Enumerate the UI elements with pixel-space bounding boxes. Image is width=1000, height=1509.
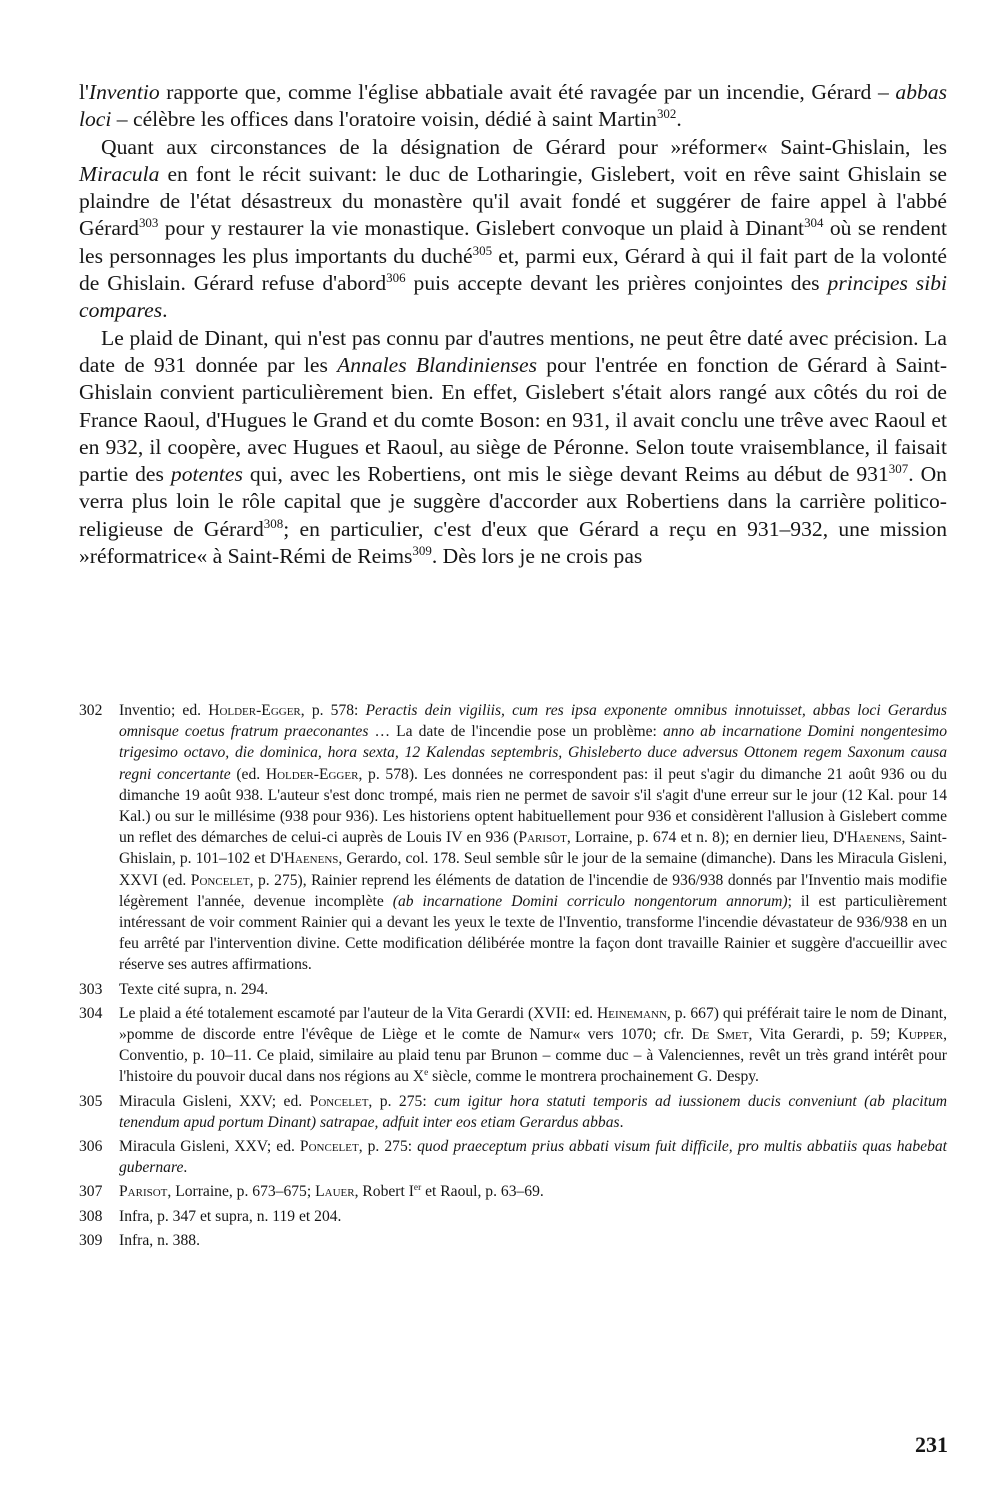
author-name: Holder-Egger	[265, 765, 359, 783]
author-name: Poncelet	[299, 1138, 359, 1156]
footnote-308	[79, 1206, 947, 1227]
page-number: 231	[915, 1432, 948, 1457]
footnote-text: Infra, p. 347 et supra, n. 119 et 204.	[119, 1207, 342, 1225]
italic-term: principes sibi compares	[79, 271, 947, 323]
latin-quote: cum igitur hora statuti temporis ad iussionem ducis conveniunt (ab placitum tenendum apud portum Dinant) satrapae, adfuit inter eos etiam Gerardus abbas	[119, 1092, 947, 1131]
footnote-text: Miracula Gisleni, XXV; ed. Poncelet, p. 275: quod praeceptum prius abbati visum fuit difficile, pro multis abbatiis quas habebat gubernare.	[119, 1138, 947, 1177]
author-name: Poncelet	[309, 1092, 369, 1110]
main-text	[79, 79, 947, 570]
footnote-306	[79, 1136, 947, 1178]
footnote-305	[79, 1091, 947, 1133]
footnote-text: Texte cité supra, n. 294.	[119, 980, 269, 998]
author-name: Poncelet	[190, 871, 250, 889]
footnote-text: Inventio; ed. Holder-Egger, p. 578: Peractis dein vigiliis, cum res ipsa exponente omnibus innotuisset, abbas loci Gerardus omnisque coetus fratrum praeconantes … La date de l'incendie pose un problème: anno ab incarnatione Domini nongentesimo trigesimo octavo, die dominica, hora sexta, 12 Kalendas septembris, Ghisleberto duce adversus Ottonem regem Saxonum causa regni concertante (ed. Holder-Egger, p. 578). Les données ne correspondent pas: il peut s'agir du dimanche 21 août 936 ou du dimanche 19 août 938. L'auteur s'est donc trompé, mais rien ne permet de savoir s'il s'agit d'une erreur sur le jour (12 Kal. pour 14 Kal.) ou sur le millésime (938 pour 936). Les historiens optent habituellement pour 936 et considèrent l'allusion à Gislebert comme un reflet des démarches de celui-ci auprès de Louis IV en 936 (Parisot, Lorraine, p. 674 et n. 8); en dernier lieu, D'Haenens, Saint-Ghislain, p. 101–102 et D'Haenens, Gerardo, col. 178. Seul semble sûr le jour de la semaine (dimanche). Dans les Miracula Gisleni, XXVI (ed. Poncelet, p. 275), Rainier reprend les éléments de datation de l'incendie de 936/938 donnés par l'Inventio mais modifie légèrement l'année, devenue incomplète (ab incarnatione Domini corriculo nongentorum annorum); il est particulièrement intéressant de voir comment Rainier qui a devant les yeux le texte de l'Inventio, transforme l'incendie dévastateur de 936/938 en un feu arrêté par l'intervention divine. Cette modification délibérée montre la façon dont travaille Rainier et suggère d'accueillir avec réserve ses autres affirmations.	[119, 702, 947, 974]
footnotes	[79, 700, 947, 1254]
superscript: e	[424, 1068, 429, 1079]
italic-term: potentes	[170, 462, 243, 487]
author-name: Parisot	[119, 1183, 168, 1201]
author-name: Holder-Egger	[208, 702, 301, 719]
paragraph-2: Quant aux circonstances de la désignation de Gérard pour »réformer« Saint-Ghislain, les Miracula en font le récit suivant: le duc de Lotharingie, Gislebert, voit en rêve saint Ghislain se plaindre de l'état désastreux du monastère qu'il avait fondé et suggérer de faire appel à l'abbé Gérard$^{303}$ pour y restaurer la vie monastique. Gislebert convoque un plaid à Dinant$^{304}$ où se rendent les personnages les plus importants du duché$^{305}$ et, parmi eux, Gérard à qui il fait part de la volonté de Ghislain. Gérard refuse d'abord$^{306}$ puis accepte devant les prières conjointes des principes sibi compares.	[79, 134, 947, 323]
latin-quote: anno ab incarnatione Domini nongentesimo trigesimo octavo, die dominica, hora sexta, 12 Kalendas septembris, Ghisleberto duce adversus Ottonem regem Saxonum causa regni concertante	[119, 723, 947, 783]
italic-term: Annales Blandinienses	[337, 352, 538, 377]
italic-term: Miracula	[79, 161, 160, 186]
author-name: De Smet	[691, 1026, 749, 1044]
footnote-text: Parisot, Lorraine, p. 673–675; Lauer, Robert Ier et Raoul, p. 63–69.	[119, 1183, 544, 1201]
footnote-ref-305: 305	[472, 242, 493, 258]
latin-quote: Peractis dein vigiliis, cum res ipsa exponente omnibus innotuisset, abbas loci Gerardus omnisque coetus fratrum praeconantes	[119, 702, 947, 741]
footnote-ref-303: 303	[138, 215, 159, 231]
italic-term: Inventio	[88, 80, 160, 104]
footnote-text: Le plaid a été totalement escamoté par l'auteur de la Vita Gerardi (XVII: ed. Heinemann, p. 667) qui préférait taire le nom de Dinant, »pomme de discorde entre l'évêque de Liège et le comte de Namur« vers 1070; cfr. De Smet, Vita Gerardi, p. 59; Kupper, Conventio, p. 10–11. Ce plaid, similaire au plaid tenu par Brunon – comme duc – à Valenciennes, revêt un très grand intérêt pour l'histoire du pouvoir ducal dans nos régions au Xe siècle, comme le montrera prochainement G. Despy.	[119, 1004, 947, 1086]
author-name: Parisot	[518, 829, 567, 847]
footnote-number: 306	[79, 1138, 103, 1156]
author-name: Haenens	[283, 850, 339, 868]
footnote-text: Infra, n. 388.	[119, 1231, 200, 1249]
footnote-304	[79, 1003, 947, 1088]
footnote-number: 302	[79, 702, 103, 719]
author-name: Lauer	[315, 1183, 355, 1201]
footnote-ref-307: 307	[888, 460, 909, 476]
paragraph-1: l'Inventio rapporte que, comme l'église abbatiale avait été ravagée par un incendie, Gérard – abbas loci – célèbre les offices dans l'oratoire voisin, dédié à saint Martin$^{302}$.	[79, 80, 947, 132]
footnote-ref-304: 304	[804, 215, 824, 231]
paragraph-3: Le plaid de Dinant, qui n'est pas connu par d'autres mentions, ne peut être daté avec précision. La date de 931 donnée par les Annales Blandinienses pour l'entrée en fonction de Gérard à Saint-Ghislain convient particulièrement bien. En effet, Gislebert s'était alors rangé aux côtés du roi de France Raoul, d'Hugues le Grand et du comte Boson: en 931, il avait conclu une trêve avec Raoul et en 932, il coopère, avec Hugues et Raoul, au siège de Péronne. Selon toute vraisemblance, il faisait partie des potentes qui, avec les Robertiens, ont mis le siège devant Reims au début de $931^{307}$. On verra plus loin le rôle capital que je suggère d'accorder aux Robertiens dans la carrière politico-religieuse de Gérard$^{308}$; en particulier, c'est d'eux que Gérard a reçu en 931–932, une mission »réformatrice« à Saint-Rémi de Reims$^{309}$. Dès lors je ne crois pas	[79, 325, 948, 569]
footnote-number: 304	[79, 1004, 103, 1022]
footnote-302	[79, 700, 947, 976]
footnote-309	[79, 1230, 947, 1251]
latin-quote: quod praeceptum prius abbati visum fuit difficile, pro multis abbatiis quas habebat gubernare	[119, 1138, 947, 1177]
footnote-ref-308: 308	[263, 515, 284, 531]
footnote-ref-302: 302	[656, 106, 677, 122]
latin-quote: (ab incarnatione Domini corriculo nongentorum annorum)	[392, 892, 788, 910]
superscript: er	[413, 1183, 422, 1194]
footnote-ref-306: 306	[386, 269, 406, 285]
footnote-303	[79, 979, 947, 1000]
footnote-number: 305	[79, 1092, 103, 1110]
author-name: Heinemann	[596, 1004, 667, 1022]
footnote-307	[79, 1181, 947, 1202]
author-name: Haenens	[846, 829, 902, 847]
italic-term: abbas loci	[79, 80, 947, 132]
author-name: Kupper	[897, 1026, 944, 1044]
footnote-number: 307	[79, 1183, 103, 1201]
footnote-number: 309	[79, 1231, 103, 1249]
footnote-number: 303	[79, 980, 103, 998]
footnote-ref-309: 309	[412, 542, 432, 558]
footnote-text: Miracula Gisleni, XXV; ed. Poncelet, p. 275: cum igitur hora statuti temporis ad iussionem ducis conveniunt (ab placitum tenendum apud portum Dinant) satrapae, adfuit inter eos etiam Gerardus abbas.	[119, 1092, 947, 1131]
footnote-number: 308	[79, 1207, 103, 1225]
